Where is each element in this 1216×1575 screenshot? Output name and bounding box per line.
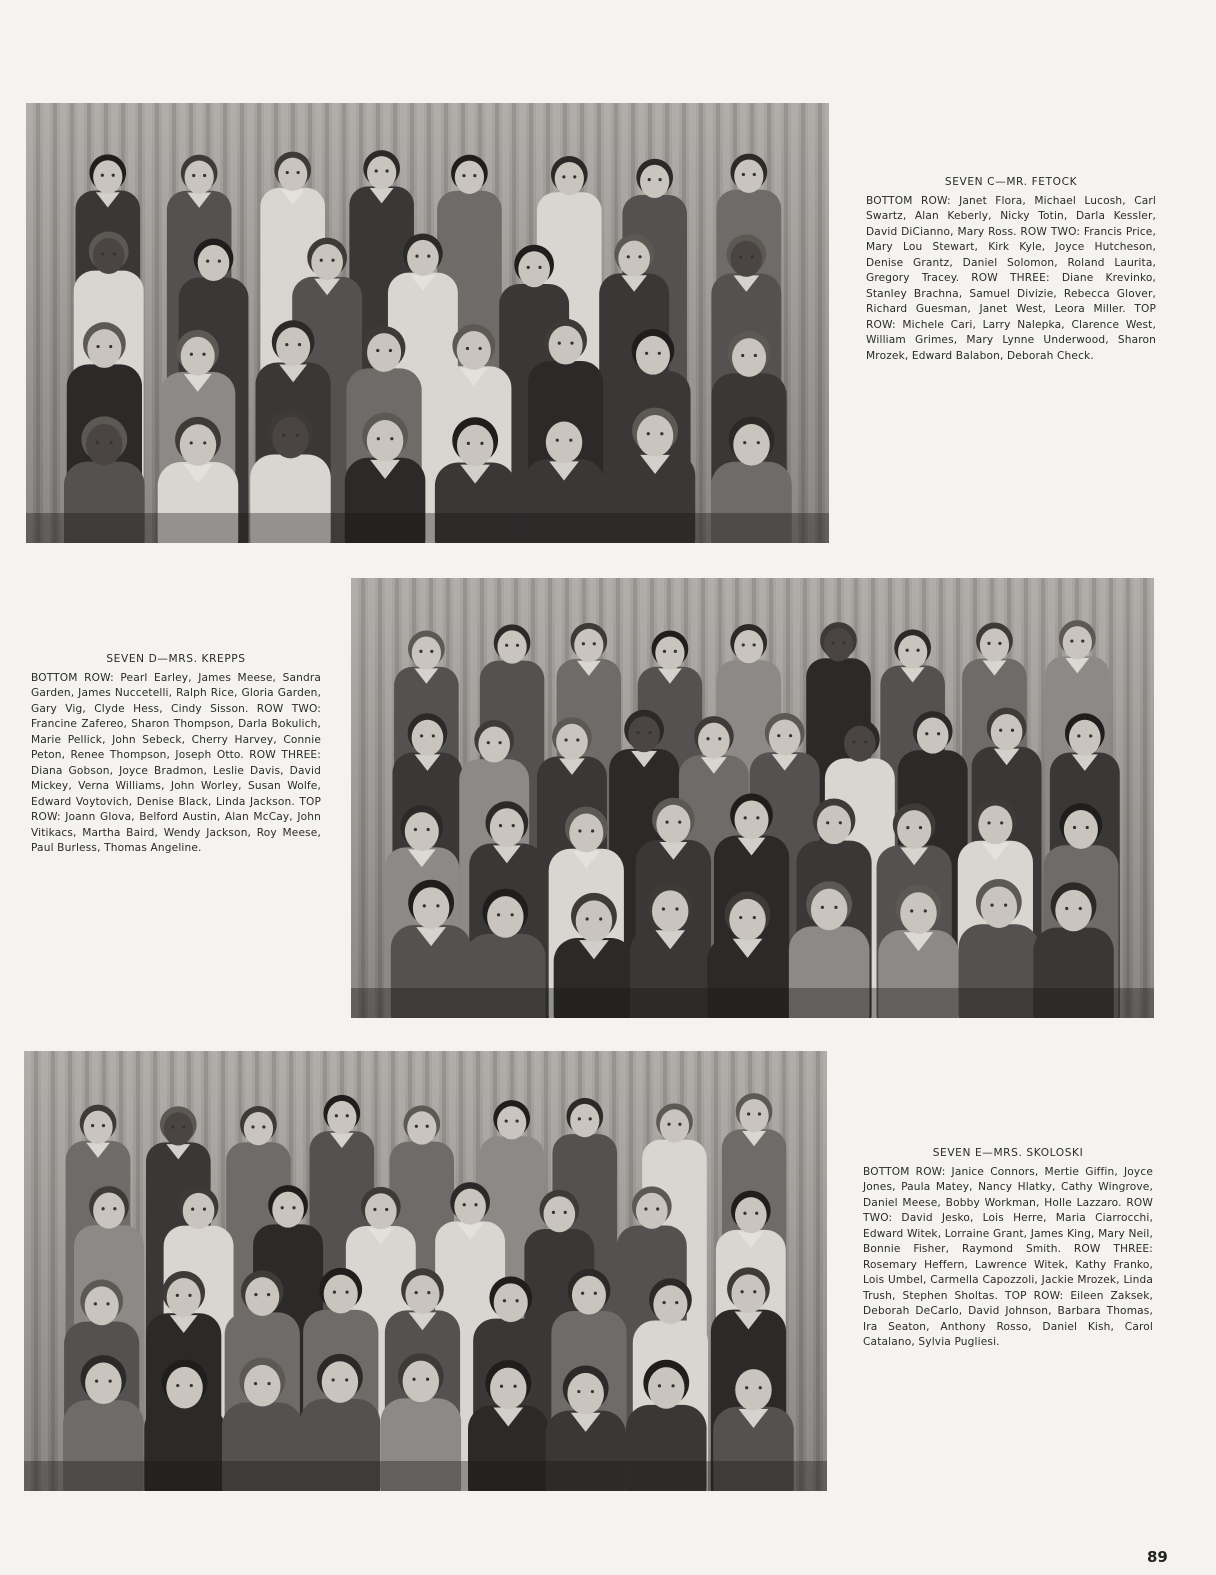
class-photo-seven-d [351, 578, 1154, 1018]
class-photo-image [24, 1051, 827, 1491]
caption-block-seven-e [863, 1146, 1153, 1351]
class-photo-image [26, 103, 829, 543]
class-photo-seven-e [24, 1051, 827, 1491]
class-roster-seven-e: BOTTOM ROW: Janice Connors, Mertie Giffin, Joyce Jones, Paula Matey, Nancy Hlatky, Cathy Wingrove, Daniel Meese, Bobby Workman, Holle Lazzaro. ROW TWO: David Jesko, Lois Herre, Maria Ciarrocchi, Edward Witek, Lorraine Grant, James King, Mary Neil, Bonnie Fisher, Raymond Smith. ROW THREE: Rosemary Heffern, Lawrence Witek, Kathy Franko, Lois Umbel, Carmella Capozzoli, Jackie Mrozek, Linda Trush, Stephen Sholtas. TOP ROW: Eileen Zaksek, Deborah DeCarlo, David Johnson, Barbara Thomas, Ira Seaton, Anthony Rosso, Daniel Kish, Carol Catalano, Sylvia Pugliesi. [863, 1165, 1153, 1348]
class-photo-seven-c [26, 103, 829, 543]
class-title-seven-d: SEVEN D—MRS. KREPPS [106, 653, 246, 665]
class-title-seven-c: SEVEN C—MR. FETOCK [944, 176, 1078, 188]
caption-block-seven-c [866, 175, 1156, 364]
class-roster-seven-d: BOTTOM ROW: Pearl Earley, James Meese, Sandra Garden, James Nuccetelli, Ralph Rice, Gloria Garden, Gary Vig, Clyde Hess, Cindy Sisson. ROW TWO: Francine Zafereo, Sharon Thompson, Darla Bokulich, Marie Pellick, John Sebeck, Cherry Harvey, Connie Peton, Renee Thompson, Joseph Otto. ROW THREE: Diana Gobson, Joyce Bradmon, Leslie Davis, David Mickey, Verna Williams, John Worley, Susan Wolfe, Edward Voytovich, Denise Black, Linda Jackson. TOP ROW: Joann Glova, Belford Austin, Alan McCay, John Vitikacs, Martha Baird, Wendy Jackson, Roy Meese, Paul Burless, Thomas Angeline. [31, 671, 321, 854]
class-roster-seven-c: BOTTOM ROW: Janet Flora, Michael Lucosh, Carl Swartz, Alan Keberly, Nicky Totin, Darla Kessler, David DiCianno, Mary Ross. ROW TWO: Francis Price, Mary Lou Stewart, Kirk Kyle, Joyce Hutcheson, Denise Grantz, Daniel Solomon, Roland Laurita, Gregory Tracey. ROW THREE: Diane Krevinko, Stanley Brachna, Samuel Divizie, Rebecca Glover, Richard Guesman, Janet West, Leora Miller. TOP ROW: Michele Cari, Larry Nalepka, Clarence West, William Grimes, Mary Lynne Underwood, Sharon Mrozek, Edward Balabon, Deborah Check. [866, 194, 1156, 362]
page-number: 89 [1147, 1548, 1168, 1566]
class-title-seven-e: SEVEN E—MRS. SKOLOSKI [932, 1147, 1084, 1159]
class-photo-image [351, 578, 1154, 1018]
caption-block-seven-d [31, 652, 321, 857]
